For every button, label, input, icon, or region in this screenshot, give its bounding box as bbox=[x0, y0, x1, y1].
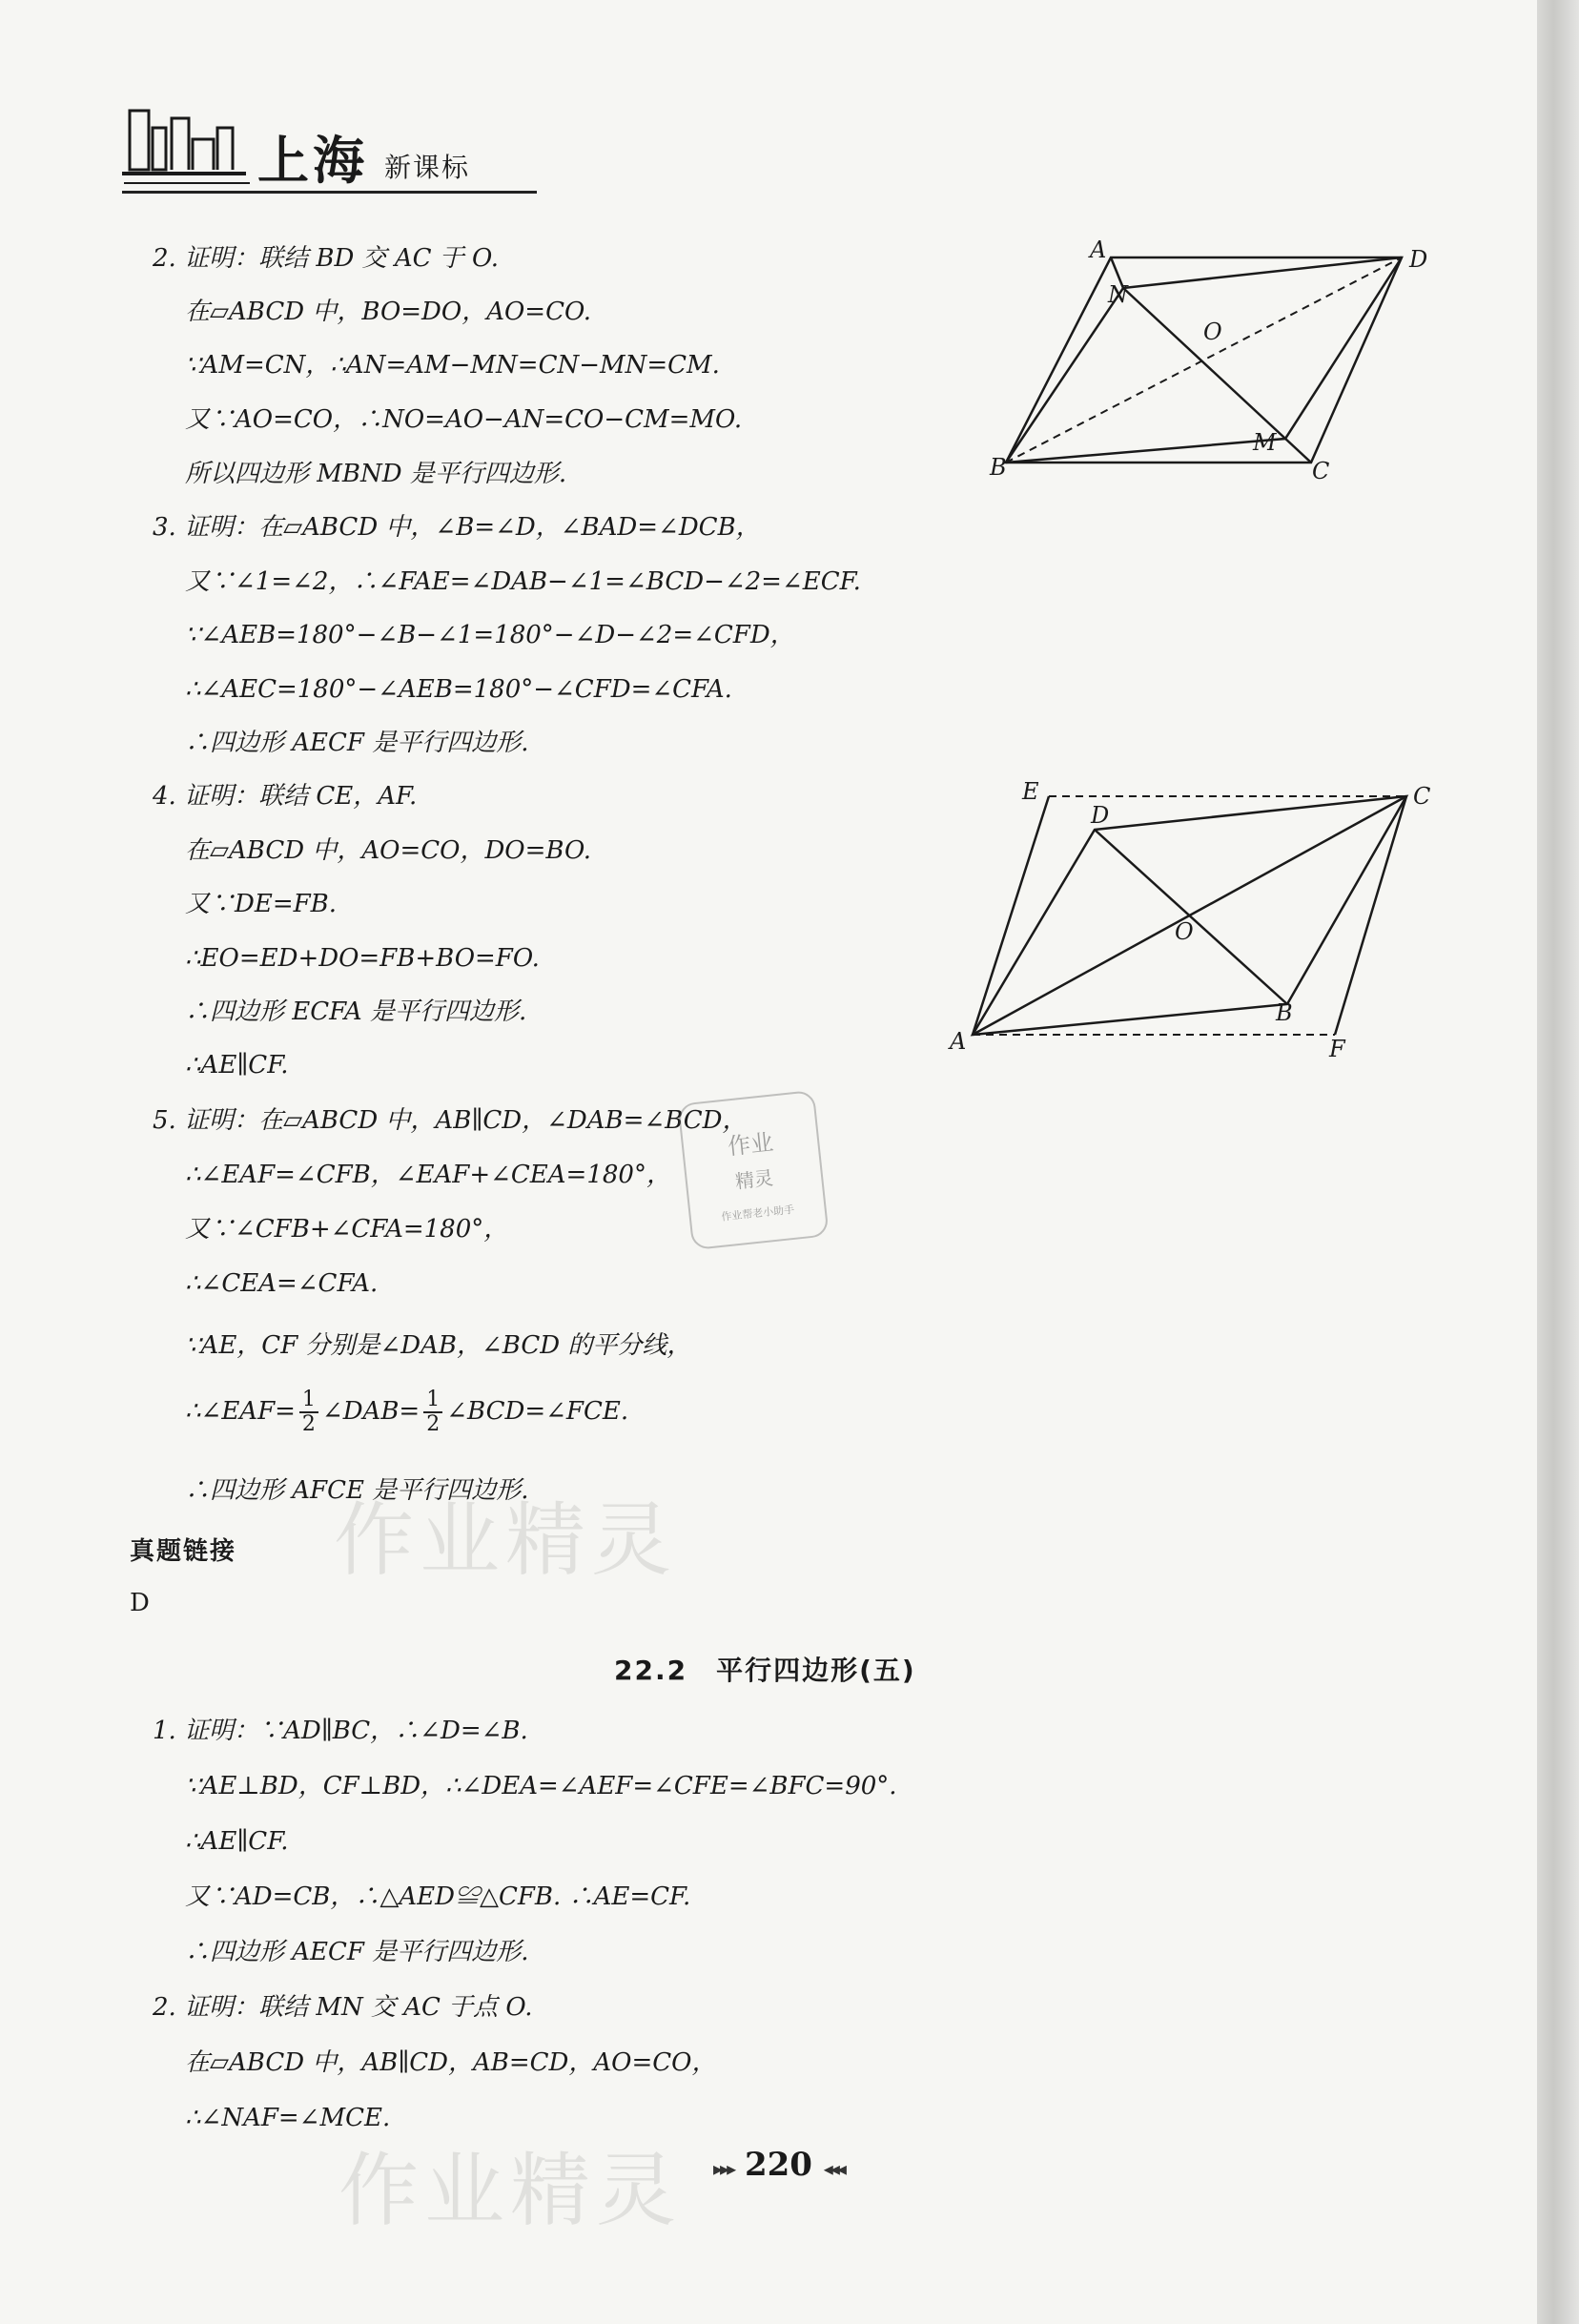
q3-line-5: ∴四边形 AECF 是平行四边形. bbox=[185, 729, 529, 757]
fig2-label-e: E bbox=[1022, 778, 1039, 805]
fraction-half-1: $\frac{1}{2}$ bbox=[299, 1388, 318, 1436]
q5-line-5: ∵AE，CF 分别是∠DAB，∠BCD 的平分线， bbox=[185, 1331, 692, 1360]
fig2-label-f: F bbox=[1329, 1036, 1345, 1059]
brand-title: 上海 bbox=[257, 131, 368, 191]
q4-line-3: 又∵DE=FB. bbox=[185, 890, 338, 918]
s2q1-line-2: ∵AE⊥BD，CF⊥BD，∴∠DEA=∠AEF=∠CFE=∠BFC=90°. bbox=[185, 1772, 897, 1800]
figure-parallelogram-1 bbox=[982, 238, 1449, 486]
q4-line-4: ∴EO=ED+DO=FB+BO=FO. bbox=[185, 944, 540, 973]
s2q1-line-1: 1. 证明：∵AD∥BC，∴∠D=∠B. bbox=[153, 1717, 528, 1745]
fig2-label-a: A bbox=[950, 1028, 967, 1055]
q5-frac-part-a: ∴∠EAF= bbox=[185, 1397, 296, 1427]
q5-line-1: 5. 证明：在▱ABCD 中，AB∥CD，∠DAB=∠BCD， bbox=[153, 1106, 748, 1135]
page-number-value: 220 bbox=[744, 2146, 812, 2184]
fig2-label-o: O bbox=[1175, 918, 1194, 945]
fig1-label-n: N bbox=[1108, 281, 1128, 308]
s2q2-line-1: 2. 证明：联结 MN 交 AC 于点 O. bbox=[153, 1993, 533, 2022]
watermark-stamp: 作业 精灵 作业帮老小助手 bbox=[677, 1090, 829, 1250]
q5-fraction-line bbox=[185, 1388, 628, 1436]
q2-line-5: 所以四边形 MBND 是平行四边形. bbox=[185, 460, 567, 488]
page-number bbox=[713, 2146, 844, 2184]
q2-line-4: 又∵AO=CO，∴NO=AO−AN=CO−CM=MO. bbox=[185, 405, 743, 434]
watermark-text-1: 作业精灵 bbox=[334, 1493, 678, 1587]
q4-line-5: ∴四边形 ECFA 是平行四边形. bbox=[185, 997, 527, 1026]
q3-line-1: 3. 证明：在▱ABCD 中，∠B=∠D，∠BAD=∠DCB， bbox=[153, 513, 761, 542]
right-arrows-icon: ◂◂◂ bbox=[823, 2157, 844, 2180]
s2q2-line-2: 在▱ABCD 中，AB∥CD，AB=CD，AO=CO， bbox=[185, 2048, 717, 2077]
section2-title: 22.2 平行四边形(五) bbox=[614, 1655, 916, 1686]
fig1-label-c: C bbox=[1312, 458, 1330, 484]
watermark-text-2: 作业精灵 bbox=[338, 2144, 683, 2237]
q5-frac-part-c: ∠BCD=∠FCE. bbox=[446, 1397, 629, 1427]
q2-line-3: ∵AM=CN，∴AN=AM−MN=CN−MN=CM. bbox=[185, 351, 720, 380]
q5-line-last: ∴四边形 AFCE 是平行四边形. bbox=[185, 1476, 529, 1505]
page-edge bbox=[1537, 0, 1579, 2324]
fig1-label-d: D bbox=[1409, 246, 1428, 273]
fig2-label-b: B bbox=[1276, 999, 1293, 1026]
q3-line-4: ∴∠AEC=180°−∠AEB=180°−∠CFD=∠CFA. bbox=[185, 675, 732, 704]
q3-line-2: 又∵∠1=∠2，∴∠FAE=∠DAB−∠1=∠BCD−∠2=∠ECF. bbox=[185, 567, 861, 596]
header-logo-icon bbox=[122, 99, 256, 191]
fig2-label-d: D bbox=[1091, 802, 1110, 829]
q4-line-2: 在▱ABCD 中，AO=CO，DO=BO. bbox=[185, 836, 592, 865]
page-header bbox=[122, 99, 537, 199]
q2-line-2: 在▱ABCD 中，BO=DO，AO=CO. bbox=[185, 298, 592, 326]
header-rule bbox=[122, 191, 537, 194]
brand-subtitle: 新课标 bbox=[384, 152, 471, 183]
q5-line-3: 又∵∠CFB+∠CFA=180°， bbox=[185, 1215, 509, 1244]
s2q2-line-3: ∴∠NAF=∠MCE. bbox=[185, 2104, 391, 2132]
q4-line-1: 4. 证明：联结 CE，AF. bbox=[153, 782, 418, 811]
figure-parallelogram-2 bbox=[944, 772, 1449, 1059]
fraction-half-2: $\frac{1}{2}$ bbox=[423, 1388, 442, 1436]
q3-line-3: ∵∠AEB=180°−∠B−∠1=180°−∠D−∠2=∠CFD， bbox=[185, 621, 795, 649]
s2q1-line-3: ∴AE∥CF. bbox=[185, 1827, 289, 1856]
q4-line-6: ∴AE∥CF. bbox=[185, 1051, 289, 1080]
left-arrows-icon: ▸▸▸ bbox=[713, 2157, 734, 2180]
s2q1-line-4: 又∵AD=CB，∴△AED≌△CFB. ∴AE=CF. bbox=[185, 1882, 691, 1911]
q5-frac-part-b: ∠DAB= bbox=[321, 1397, 420, 1427]
fig1-label-b: B bbox=[990, 454, 1007, 481]
fig1-label-m: M bbox=[1253, 429, 1277, 456]
q5-line-2: ∴∠EAF=∠CFB，∠EAF+∠CEA=180°， bbox=[185, 1161, 671, 1189]
q5-line-4: ∴∠CEA=∠CFA. bbox=[185, 1269, 379, 1298]
real-link-answer: D bbox=[130, 1589, 150, 1617]
s2q1-line-5: ∴四边形 AECF 是平行四边形. bbox=[185, 1938, 529, 1966]
q2-line-1: 2. 证明：联结 BD 交 AC 于 O. bbox=[153, 244, 500, 273]
fig2-label-c: C bbox=[1413, 783, 1431, 810]
fig1-label-o: O bbox=[1203, 319, 1222, 345]
real-link-title: 真题链接 bbox=[130, 1537, 237, 1566]
fig1-label-a: A bbox=[1090, 238, 1107, 263]
